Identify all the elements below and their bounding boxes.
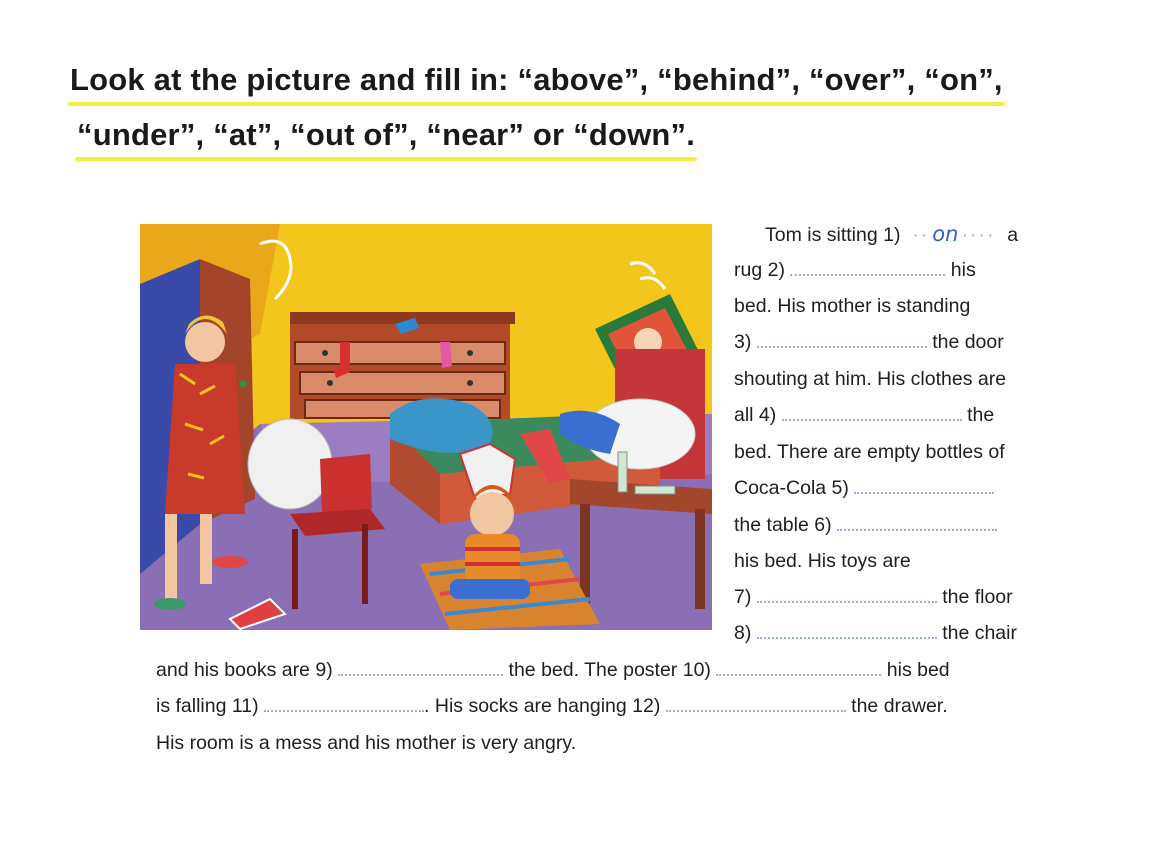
- bedroom-scene-drawing: [140, 224, 712, 630]
- line-text: all 4): [734, 404, 777, 426]
- line-text: his: [950, 259, 976, 281]
- exercise-line-9: [734, 514, 997, 537]
- exercise-line-13: [156, 659, 950, 682]
- exercise-line-3: [734, 295, 970, 318]
- blank-4[interactable]: [782, 405, 962, 421]
- line-text: . His socks are hanging 12): [424, 695, 661, 717]
- highlight-underline: [75, 157, 697, 161]
- blank-12[interactable]: [666, 696, 846, 712]
- instruction-title-line-2: [77, 117, 695, 153]
- blank-1-filled[interactable]: ·· on ····: [912, 222, 996, 246]
- exercise-line-6: [734, 404, 994, 427]
- line-text: his bed. His toys are: [734, 550, 911, 572]
- line-text: shouting at him. His clothes are: [734, 368, 1007, 390]
- instruction-text-1: Look at the picture and fill in: “above”, “behind”, “over”, “on”,: [70, 62, 1003, 97]
- exercise-line-2: [734, 259, 976, 282]
- line-text: the drawer.: [851, 695, 948, 717]
- line-text: his bed: [886, 659, 950, 681]
- blank-3[interactable]: [757, 332, 927, 348]
- exercise-line-11: [734, 586, 1013, 609]
- exercise-line-15: [156, 732, 576, 755]
- line-text: 7): [734, 586, 752, 608]
- line-text: rug 2): [734, 259, 785, 281]
- blank-10[interactable]: [716, 660, 881, 676]
- line-text: the table 6): [734, 514, 832, 536]
- line-text: bed. There are empty bottles of: [734, 441, 1005, 463]
- line-text: His room is a mess and his mother is very angry.: [156, 732, 577, 754]
- line-text: the bed. The poster 10): [508, 659, 711, 681]
- exercise-line-12: [734, 622, 1017, 645]
- line-text: a: [1007, 224, 1019, 246]
- exercise-line-10: [734, 550, 911, 573]
- blank-5[interactable]: [854, 478, 994, 494]
- exercise-line-7: [734, 441, 1005, 464]
- blank-8[interactable]: [757, 623, 937, 639]
- exercise-line-14: [156, 695, 948, 718]
- line-text: the: [967, 404, 995, 426]
- exercise-line-5: [734, 368, 1006, 391]
- line-text: Tom is sitting 1): [765, 224, 901, 246]
- line-text: 3): [734, 331, 752, 353]
- blank-2[interactable]: [790, 260, 945, 276]
- line-text: Coca-Cola 5): [734, 477, 849, 499]
- instruction-text-2: “under”, “at”, “out of”, “near” or “down”.: [77, 117, 696, 152]
- blank-9[interactable]: [338, 660, 503, 676]
- line-text: is falling 11): [156, 695, 259, 717]
- line-text: the floor: [942, 586, 1013, 608]
- line-text: the chair: [942, 622, 1017, 644]
- blank-7[interactable]: [757, 587, 937, 603]
- exercise-line-4: [734, 331, 1004, 354]
- blank-11[interactable]: [264, 696, 424, 712]
- line-text: 8): [734, 622, 752, 644]
- messy-bedroom-illustration: [140, 224, 712, 630]
- highlight-underline: [68, 102, 1005, 106]
- blank-6[interactable]: [837, 515, 997, 531]
- exercise-line-8: [734, 477, 994, 500]
- instruction-title-line-1: [70, 62, 1003, 98]
- line-text: the door: [932, 331, 1004, 353]
- line-text: bed. His mother is standing: [734, 295, 971, 317]
- line-text: and his books are 9): [156, 659, 333, 681]
- answer-1: on: [932, 222, 959, 246]
- exercise-line-1: [765, 222, 1018, 247]
